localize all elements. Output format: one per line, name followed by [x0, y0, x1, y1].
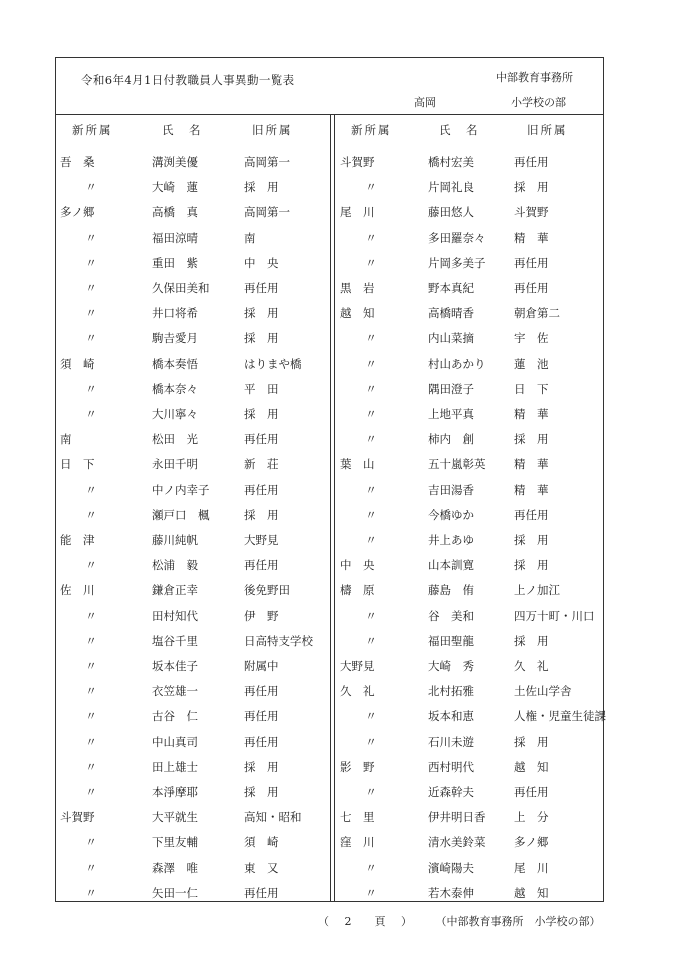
cell-new: 大野見 — [340, 659, 375, 673]
cell-name: 衣笠雄一 — [152, 684, 198, 699]
cell-new: 〃 — [365, 331, 377, 346]
cell-old: 採 用 — [514, 533, 549, 547]
cell-new: 〃 — [365, 633, 377, 648]
cell-name: 中山真司 — [152, 734, 198, 749]
cell-old: 精 華 — [514, 482, 549, 497]
cell-name: 矢田一仁 — [152, 885, 198, 900]
cell-old: はりまや橋 — [244, 356, 302, 371]
cell-new: 〃 — [85, 785, 97, 799]
personnel-table — [55, 57, 604, 902]
cell-name: 橋本奏悟 — [152, 356, 198, 371]
cell-old: 人権・児童生徒課 — [514, 709, 606, 724]
cell-new: 〃 — [365, 407, 377, 421]
cell-old: 越 知 — [514, 759, 549, 774]
left-col-new-heading: 新所属 — [72, 123, 113, 137]
cell-old: 精 華 — [514, 230, 549, 245]
cell-old: 大野見 — [244, 533, 279, 547]
cell-name: 下里友輔 — [152, 835, 198, 850]
cell-new: 葉 山 — [340, 457, 375, 472]
cell-old: 斗賀野 — [514, 205, 549, 220]
cell-name: 山本訓寛 — [428, 558, 474, 573]
region-name: 高岡 — [414, 96, 436, 109]
cell-new: 〃 — [85, 684, 97, 699]
cell-new: 久 礼 — [340, 684, 375, 699]
cell-name: 清水美鈴菜 — [428, 835, 486, 850]
cell-new: 窪 川 — [340, 835, 375, 850]
cell-name: 柿内 創 — [428, 432, 474, 447]
cell-old: 再任用 — [514, 155, 549, 169]
cell-name: 片岡多美子 — [428, 255, 486, 270]
cell-name: 大崎 秀 — [428, 659, 474, 673]
cell-name: 坂本佳子 — [152, 659, 198, 673]
cell-new: 〃 — [365, 230, 377, 245]
cell-name: 井口将希 — [152, 306, 198, 321]
cell-old: 採 用 — [244, 331, 279, 346]
cell-name: 大崎 蓮 — [152, 180, 198, 195]
cell-name: 田村知代 — [152, 608, 198, 623]
cell-name: 藤川純帆 — [152, 533, 198, 547]
cell-old: 再任用 — [244, 734, 279, 749]
cell-name: 坂本和恵 — [428, 709, 474, 724]
cell-new: 〃 — [365, 432, 377, 447]
cell-name: 永田千明 — [152, 457, 198, 472]
cell-old: 再任用 — [244, 709, 279, 724]
cell-old: 再任用 — [514, 255, 549, 270]
cell-name: 伊井明日香 — [428, 810, 486, 825]
cell-name: 鎌倉正幸 — [152, 583, 198, 598]
cell-old: 採 用 — [514, 558, 549, 573]
cell-old: 南 — [244, 230, 256, 245]
cell-new: 影 野 — [340, 759, 375, 774]
cell-name: 西村明代 — [428, 759, 474, 774]
cell-old: 精 華 — [514, 457, 549, 472]
cell-new: 斗賀野 — [60, 810, 95, 825]
cell-old: 採 用 — [244, 180, 279, 195]
cell-new: 斗賀野 — [340, 155, 375, 169]
cell-new: 〃 — [85, 734, 97, 749]
page-footer — [318, 913, 601, 929]
cell-old: 精 華 — [514, 407, 549, 421]
cell-old: 中 央 — [244, 255, 279, 270]
cell-old: 尾 川 — [514, 860, 549, 875]
footer-note: （中部教育事務所 小学校の部） — [435, 915, 601, 928]
cell-old: 宇 佐 — [514, 331, 549, 346]
cell-old: 高岡第一 — [244, 155, 290, 169]
page-number: （ 2 頁 ） — [318, 915, 418, 928]
cell-name: 内山菜摘 — [428, 331, 474, 346]
cell-name: 塩谷千里 — [152, 633, 198, 648]
cell-new: 〃 — [85, 306, 97, 321]
cell-old: 再任用 — [244, 432, 279, 447]
cell-new: 〃 — [85, 381, 97, 396]
department-name: 小学校の部 — [511, 96, 566, 109]
cell-name: 片岡礼良 — [428, 180, 474, 195]
cell-name: 瀬戸口 楓 — [152, 507, 210, 522]
cell-new: 〃 — [85, 255, 97, 270]
cell-new: 〃 — [85, 507, 97, 522]
cell-new: 〃 — [85, 835, 97, 850]
right-col-new-heading: 新所属 — [351, 123, 392, 137]
cell-name: 大川寧々 — [152, 407, 198, 421]
cell-old: 平 田 — [244, 381, 279, 396]
cell-new: 〃 — [85, 759, 97, 774]
cell-new: 黒 岩 — [340, 281, 375, 295]
cell-old: 採 用 — [514, 734, 549, 749]
cell-old: 再任用 — [244, 482, 279, 497]
cell-name: 高橋 真 — [152, 205, 198, 220]
cell-new: 檮 原 — [340, 583, 375, 598]
cell-name: 若木泰伸 — [428, 885, 474, 900]
cell-new: 越 知 — [340, 306, 375, 321]
cell-name: 本淨摩耶 — [152, 785, 198, 799]
cell-new: 〃 — [85, 709, 97, 724]
cell-new: 尾 川 — [340, 205, 375, 220]
cell-new: 能 津 — [60, 533, 95, 547]
cell-new: 〃 — [365, 356, 377, 371]
cell-name: 上地平真 — [428, 407, 474, 421]
cell-old: 再任用 — [514, 281, 549, 295]
cell-new: 〃 — [85, 885, 97, 900]
cell-old: 再任用 — [514, 785, 549, 799]
cell-old: 後免野田 — [244, 583, 290, 598]
cell-old: 四万十町・川口 — [514, 608, 595, 623]
left-col-name-heading: 氏 名 — [162, 123, 203, 137]
cell-old: 採 用 — [244, 759, 279, 774]
cell-new: 〃 — [365, 785, 377, 799]
cell-name: 近森幹夫 — [428, 785, 474, 799]
right-col-name-heading: 氏 名 — [439, 123, 480, 137]
cell-name: 五十嵐彰英 — [428, 457, 486, 472]
cell-new: 〃 — [365, 180, 377, 195]
cell-new: 〃 — [365, 507, 377, 522]
cell-name: 井上あゆ — [428, 533, 474, 547]
cell-name: 福田聖龍 — [428, 633, 474, 648]
cell-old: 採 用 — [514, 432, 549, 447]
cell-new: 南 — [60, 432, 72, 447]
cell-name: 駒𠮷愛月 — [152, 331, 198, 346]
cell-old: 日 下 — [514, 381, 549, 396]
cell-new: 〃 — [85, 633, 97, 648]
cell-name: 橋本奈々 — [152, 381, 198, 396]
cell-name: 北村拓雅 — [428, 684, 474, 699]
cell-old: 採 用 — [514, 633, 549, 648]
cell-new: 〃 — [365, 885, 377, 900]
cell-name: 多田羅奈々 — [428, 230, 486, 245]
cell-name: 溝渕美優 — [152, 155, 198, 169]
cell-name: 谷 美和 — [428, 608, 474, 623]
cell-old: 採 用 — [244, 785, 279, 799]
cell-new: 佐 川 — [60, 583, 95, 598]
cell-old: 久 礼 — [514, 659, 549, 673]
cell-new: 吾 桑 — [60, 155, 95, 169]
cell-name: 石川未遊 — [428, 734, 474, 749]
document-title: 令和6年4月1日付教職員人事異動一覧表 — [81, 73, 295, 87]
cell-new: 〃 — [85, 331, 97, 346]
cell-old: 再任用 — [244, 281, 279, 295]
cell-old: 上ノ加江 — [514, 583, 560, 598]
cell-old: 土佐山学舎 — [514, 684, 572, 699]
cell-old: 越 知 — [514, 885, 549, 900]
cell-old: 再任用 — [244, 558, 279, 573]
cell-new: 〃 — [365, 381, 377, 396]
cell-old: 須 崎 — [244, 835, 279, 850]
cell-old: 採 用 — [514, 180, 549, 195]
cell-new: 〃 — [85, 482, 97, 497]
cell-name: 吉田湯香 — [428, 482, 474, 497]
cell-name: 藤田悠人 — [428, 205, 474, 220]
cell-old: 多ノ郷 — [514, 835, 549, 850]
cell-name: 藤島 侑 — [428, 583, 474, 598]
column-divider-left — [330, 114, 331, 901]
cell-new: 〃 — [85, 281, 97, 295]
cell-name: 大平就生 — [152, 810, 198, 825]
cell-new: 中 央 — [340, 558, 375, 573]
cell-new: 七 里 — [340, 810, 375, 825]
cell-new: 〃 — [85, 659, 97, 673]
cell-name: 今橋ゆか — [428, 507, 474, 522]
cell-old: 再任用 — [514, 507, 549, 522]
cell-old: 高知・昭和 — [244, 810, 302, 825]
cell-new: 〃 — [85, 608, 97, 623]
cell-name: 村山あかり — [428, 356, 486, 371]
cell-name: 松浦 毅 — [152, 558, 198, 573]
cell-old: 再任用 — [244, 885, 279, 900]
cell-new: 〃 — [365, 734, 377, 749]
cell-old: 蓮 池 — [514, 356, 549, 371]
cell-name: 中ノ内幸子 — [152, 482, 210, 497]
cell-new: 須 崎 — [60, 356, 95, 371]
cell-new: 〃 — [85, 230, 97, 245]
cell-name: 田上雄士 — [152, 759, 198, 774]
cell-name: 森澤 唯 — [152, 860, 198, 875]
cell-new: 〃 — [85, 407, 97, 421]
cell-new: 〃 — [85, 860, 97, 875]
cell-new: 〃 — [85, 558, 97, 573]
cell-new: 多ノ郷 — [60, 205, 95, 220]
cell-new: 日 下 — [60, 457, 95, 472]
cell-name: 高橋晴香 — [428, 306, 474, 321]
cell-new: 〃 — [365, 255, 377, 270]
cell-new: 〃 — [365, 533, 377, 547]
cell-name: 隅田澄子 — [428, 381, 474, 396]
cell-name: 久保田美和 — [152, 281, 210, 295]
cell-old: 高岡第一 — [244, 205, 290, 220]
cell-old: 採 用 — [244, 507, 279, 522]
cell-old: 採 用 — [244, 407, 279, 421]
right-col-old-heading: 旧所属 — [527, 123, 568, 137]
column-divider-right — [334, 114, 335, 901]
cell-name: 重田 紫 — [152, 255, 198, 270]
cell-old: 日高特支学校 — [244, 633, 313, 648]
office-name: 中部教育事務所 — [496, 71, 573, 84]
cell-name: 濱崎陽夫 — [428, 860, 474, 875]
cell-old: 附属中 — [244, 659, 279, 673]
cell-new: 〃 — [365, 608, 377, 623]
cell-name: 松田 光 — [152, 432, 198, 447]
cell-old: 上 分 — [514, 810, 549, 825]
cell-old: 新 荘 — [244, 457, 279, 472]
cell-new: 〃 — [365, 860, 377, 875]
cell-old: 東 又 — [244, 860, 279, 875]
cell-name: 福田涼晴 — [152, 230, 198, 245]
cell-old: 採 用 — [244, 306, 279, 321]
cell-old: 伊 野 — [244, 608, 279, 623]
cell-new: 〃 — [365, 709, 377, 724]
left-col-old-heading: 旧所属 — [252, 123, 293, 137]
cell-new: 〃 — [365, 482, 377, 497]
cell-name: 橋村宏美 — [428, 155, 474, 169]
cell-name: 野本真紀 — [428, 281, 474, 295]
cell-old: 再任用 — [244, 684, 279, 699]
cell-old: 朝倉第二 — [514, 306, 560, 321]
cell-new: 〃 — [85, 180, 97, 195]
cell-name: 古谷 仁 — [152, 709, 198, 724]
